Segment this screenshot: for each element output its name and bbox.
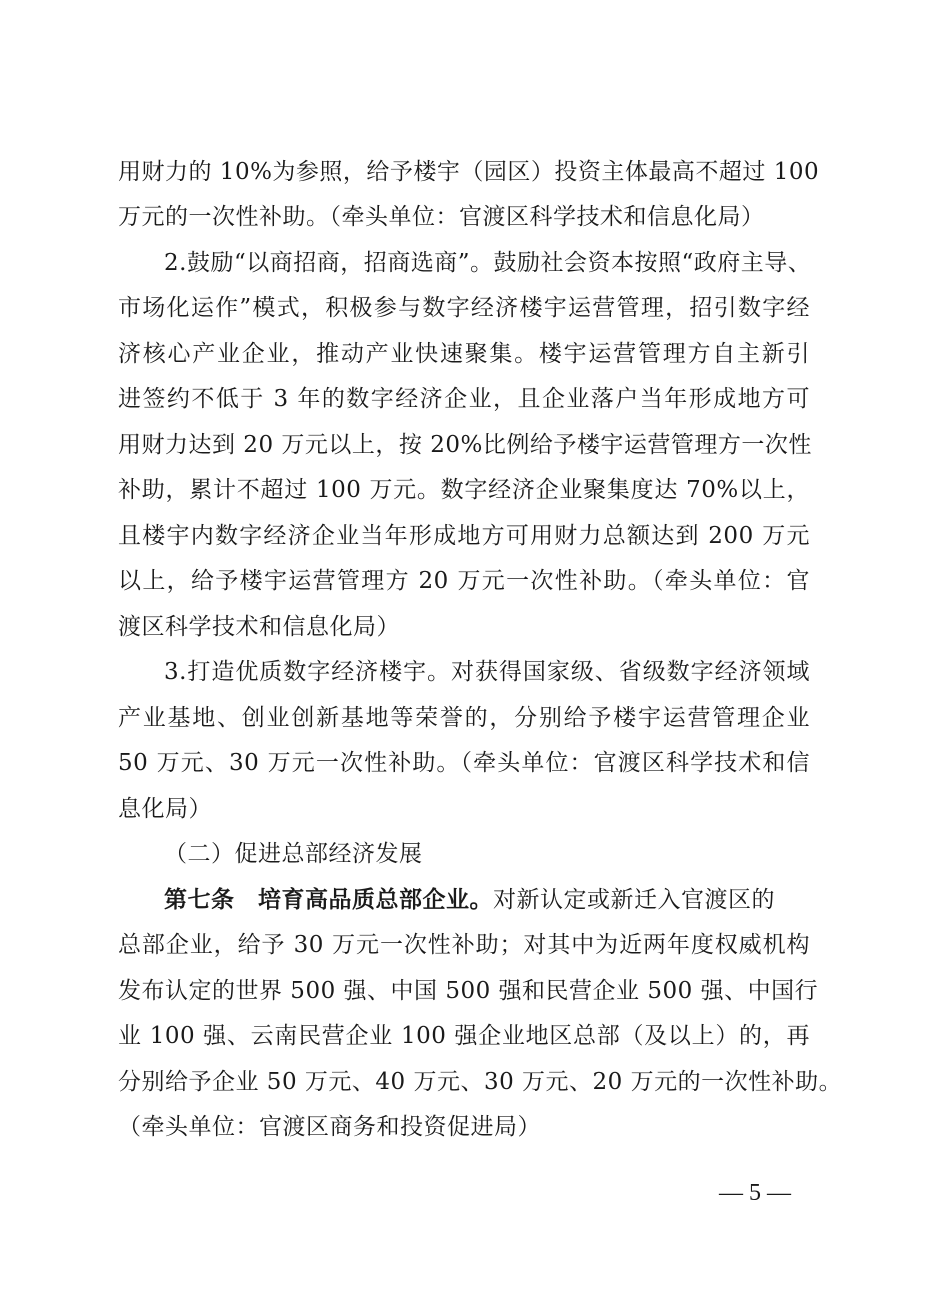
text-line: 3.打造优质数字经济楼宇。对获得国家级、省级数字经济领域	[164, 659, 810, 685]
text-line: 用财力达到 20 万元以上，按 20%比例给予楼宇运营管理方一次性	[118, 432, 812, 458]
text-line: 补助，累计不超过 100 万元。数字经济企业聚集度达 70%以上，	[118, 477, 810, 503]
text-line: 发布认定的世界 500 强、中国 500 强和民营企业 500 强、中国行	[118, 978, 819, 1004]
page-number: — 5 —	[719, 1180, 791, 1206]
text-line: 分别给予企业 50 万元、40 万元、30 万元、20 万元的一次性补助。	[118, 1069, 843, 1095]
article-heading: 第七条 培育高品质总部企业。	[164, 886, 493, 913]
text-line: 市场化运作”模式，积极参与数字经济楼宇运营管理，招引数字经	[118, 295, 810, 321]
text-line: 业 100 强、云南民营企业 100 强企业地区总部（及以上）的，再	[118, 1023, 810, 1049]
section-heading: （二）促进总部经济发展	[164, 841, 423, 867]
article-text: 对新认定或新迁入官渡区的	[493, 887, 775, 913]
text-line: 2.鼓励“以商招商，招商选商”。鼓励社会资本按照“政府主导、	[164, 250, 812, 276]
article-line	[164, 885, 810, 915]
text-line: 渡区科学技术和信息化局）	[118, 614, 400, 640]
text-line: 且楼宇内数字经济企业当年形成地方可用财力总额达到 200 万元	[118, 523, 810, 549]
text-line: 万元的一次性补助。（牵头单位：官渡区科学技术和信息化局）	[118, 204, 765, 230]
text-line: 以上，给予楼宇运营管理方 20 万元一次性补助。（牵头单位：官	[118, 568, 810, 594]
text-line: 总部企业，给予 30 万元一次性补助；对其中为近两年度权威机构	[118, 932, 810, 958]
text-line: （牵头单位：官渡区商务和投资促进局）	[118, 1114, 541, 1140]
text-line: 进签约不低于 3 年的数字经济企业，且企业落户当年形成地方可	[118, 386, 810, 412]
text-line: 50 万元、30 万元一次性补助。（牵头单位：官渡区科学技术和信	[118, 750, 810, 776]
text-line: 济核心产业企业，推动产业快速聚集。楼宇运营管理方自主新引	[118, 341, 810, 367]
text-line: 产业基地、创业创新基地等荣誉的，分别给予楼宇运营管理企业	[118, 705, 810, 731]
text-line: 息化局）	[118, 796, 212, 822]
text-line: 用财力的 10%为参照，给予楼宇（园区）投资主体最高不超过 100	[118, 159, 820, 185]
